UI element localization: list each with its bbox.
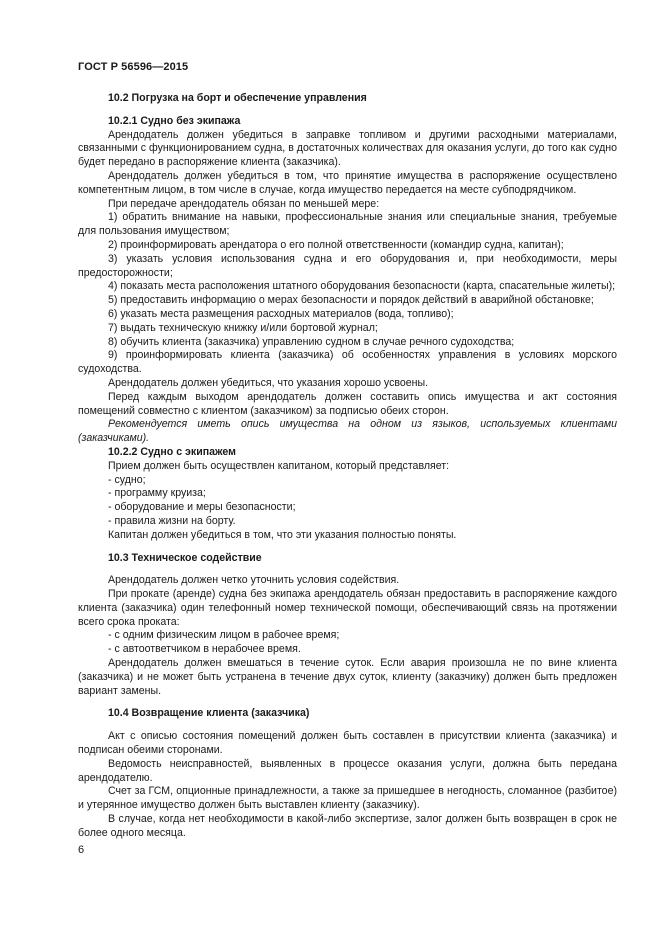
recommendation-note: Рекомендуется иметь опись имущества на одном из языков, используемых клиентами (заказчиками). bbox=[78, 418, 617, 445]
list-item: 3) указать условия использования судна и его оборудования и, при необходимости, меры предосторожности; bbox=[78, 252, 617, 279]
paragraph: Арендодатель должен убедиться в том, что принятие имущества в распоряжение осуществлено компетентным лицом, в том числе в случае, когда имущество передается на месте субподрядчиком. bbox=[78, 169, 617, 196]
paragraph: Перед каждым выходом арендодатель должен составить опись имущества и акт состояния помещений совместно с клиентом (заказчиком) за подписью обеих сторон. bbox=[78, 390, 617, 417]
list-item: - судно; bbox=[108, 473, 146, 486]
paragraph: Арендодатель должен четко уточнить условия содействия. bbox=[108, 574, 400, 587]
list-item: 4) показать места расположения штатного оборудования безопасности (карта, спасательные жилеты); bbox=[108, 280, 616, 293]
list-item: 5) предоставить информацию о мерах безопасности и порядок действий в аварийной обстановке; bbox=[108, 294, 594, 307]
page-header: ГОСТ Р 56596—2015 bbox=[78, 61, 189, 73]
list-item: 9) проинформировать клиента (заказчика) об особенностях управления в условиях морского судоходства. bbox=[78, 349, 617, 376]
list-item: 1) обратить внимание на навыки, профессиональные знания или специальные знания, требуемые для пользования имуществом; bbox=[78, 211, 617, 238]
list-item: 2) проинформировать арендатора о его полной ответственности (командир судна, капитан); bbox=[108, 238, 564, 251]
paragraph: Ведомость неисправностей, выявленных в процессе оказания услуги, должна быть передана арендодателю. bbox=[78, 757, 617, 784]
paragraph: Арендодатель должен убедиться в заправке топливом и другими расходными материалами, связанными с функционированием судна, в достаточных количествах для оказания услуги, до того как судно будет передано в распоряжение клиента (заказчика). bbox=[78, 128, 617, 169]
paragraph: Счет за ГСМ, опционные принадлежности, а также за пришедшее в негодность, сломанное (разбитое) и утерянное имущество должен быть выставлен клиенту (заказчику). bbox=[78, 785, 617, 812]
paragraph: Прием должен быть осуществлен капитаном, который представляет: bbox=[108, 459, 450, 472]
list-item: - с автоответчиком в нерабочее время. bbox=[108, 643, 301, 656]
paragraph: При передаче арендодатель обязан по меньшей мере: bbox=[108, 197, 380, 210]
paragraph: При прокате (аренде) судна без экипажа арендодатель обязан предоставить в распоряжение каждого клиента (заказчика) один телефонный номер технической помощи, обеспечивающий связь на протяжении всего срока проката: bbox=[78, 588, 617, 628]
list-item: 6) указать места размещения расходных материалов (вода, топливо); bbox=[108, 307, 454, 320]
list-item: - с одним физическим лицом в рабочее время; bbox=[108, 629, 340, 642]
paragraph: В случае, когда нет необходимости в какой-либо экспертизе, залог должен быть возвращен в срок не более одного месяца. bbox=[78, 813, 617, 839]
list-item: - оборудование и меры безопасности; bbox=[108, 501, 296, 514]
subsection-10-2-2-title: 10.2.2 Судно с экипажем bbox=[108, 445, 236, 458]
section-10-2-title: 10.2 Погрузка на борт и обеспечение управления bbox=[108, 92, 367, 104]
list-item: 8) обучить клиента (заказчика) управлению судном в случае речного судоходства; bbox=[108, 335, 515, 348]
paragraph: Капитан должен убедиться в том, что эти указания полностью поняты. bbox=[108, 528, 457, 541]
section-10-4-title: 10.4 Возвращение клиента (заказчика) bbox=[108, 707, 310, 720]
section-10-3-title: 10.3 Техническое содействие bbox=[108, 551, 262, 564]
subsection-10-2-1-title: 10.2.1 Судно без экипажа bbox=[108, 114, 241, 127]
list-item: 7) выдать техническую книжку и/или бортовой журнал; bbox=[108, 321, 378, 334]
list-item: - правила жизни на борту. bbox=[108, 514, 236, 527]
document-body bbox=[78, 92, 617, 841]
paragraph: Арендодатель должен вмешаться в течение суток. Если авария произошла не по вине клиента (заказчика) и не может быть устранена в течение двух суток, клиенту (заказчику) должен быть предложен вариант замены. bbox=[78, 657, 617, 697]
paragraph: Арендодатель должен убедиться, что указания хорошо усвоены. bbox=[108, 376, 429, 389]
paragraph: Акт с описью состояния помещений должен быть составлен в присутствии клиента (заказчика) и подписан обеими сторонами. bbox=[78, 730, 617, 757]
page-number: 6 bbox=[78, 844, 85, 856]
list-item: - программу круиза; bbox=[108, 487, 206, 500]
